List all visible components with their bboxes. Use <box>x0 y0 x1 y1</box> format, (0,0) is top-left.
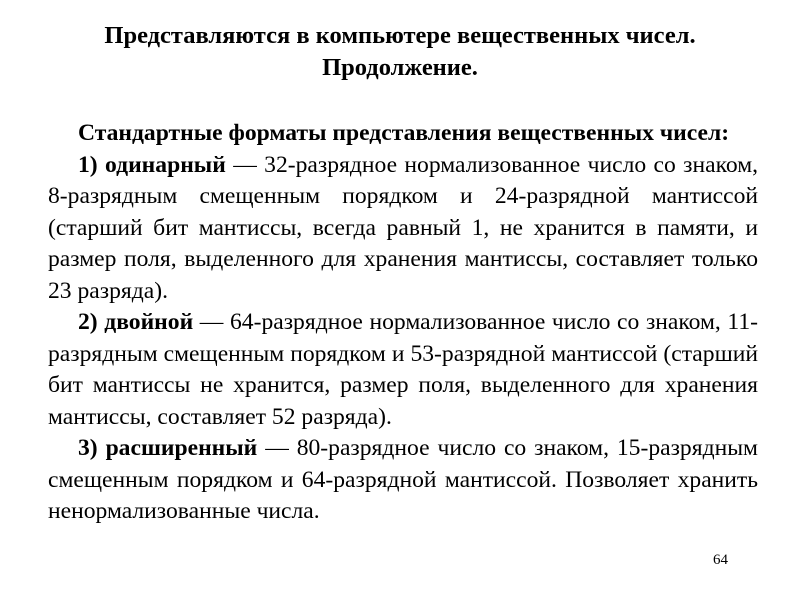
format-item-double <box>48 307 758 433</box>
format-description-extended: 80-разрядное число со знаком, 15-разрядным смещенным порядком и 64-разрядной мантиссой. Позволяет хранить ненормализованные числа. <box>48 435 758 524</box>
section-heading: Стандартные форматы представления вещественных чисел: <box>78 120 730 146</box>
format-term-extended: 3) расширенный <box>78 435 258 461</box>
format-item-single <box>48 150 758 308</box>
format-description-single: 32-разрядное нормализованное число со знаком, 8-разрядным смещенным порядком и 24-разрядной мантиссой (старший бит мантиссы, всегда равный 1, не хранится в памяти, и размер поля, выделенного для хранения мантиссы, составляет только 23 разряда). <box>48 151 759 304</box>
format-dash-extended: — <box>257 435 297 461</box>
page-number: 64 <box>713 552 728 568</box>
format-item-extended <box>48 433 758 528</box>
format-dash-double: — <box>193 309 230 335</box>
slide-body <box>48 118 758 528</box>
format-description-double: 64-разрядное нормализованное число со знаком, 11-разрядным смещенным порядком и 53-разрядной мантиссой (старший бит мантиссы не хранится, размер поля, выделенного для хранения мантиссы, составляет 52 разряда). <box>48 309 758 430</box>
format-dash-single: — <box>225 151 265 178</box>
slide-title-line-1: Представляются в компьютере вещественных чисел. <box>104 22 696 49</box>
slide-title <box>60 20 740 84</box>
format-term-single: 1) одинарный <box>78 151 226 178</box>
format-term-double: 2) двойной <box>78 309 194 335</box>
slide-title-line-2: Продолжение. <box>322 54 478 81</box>
